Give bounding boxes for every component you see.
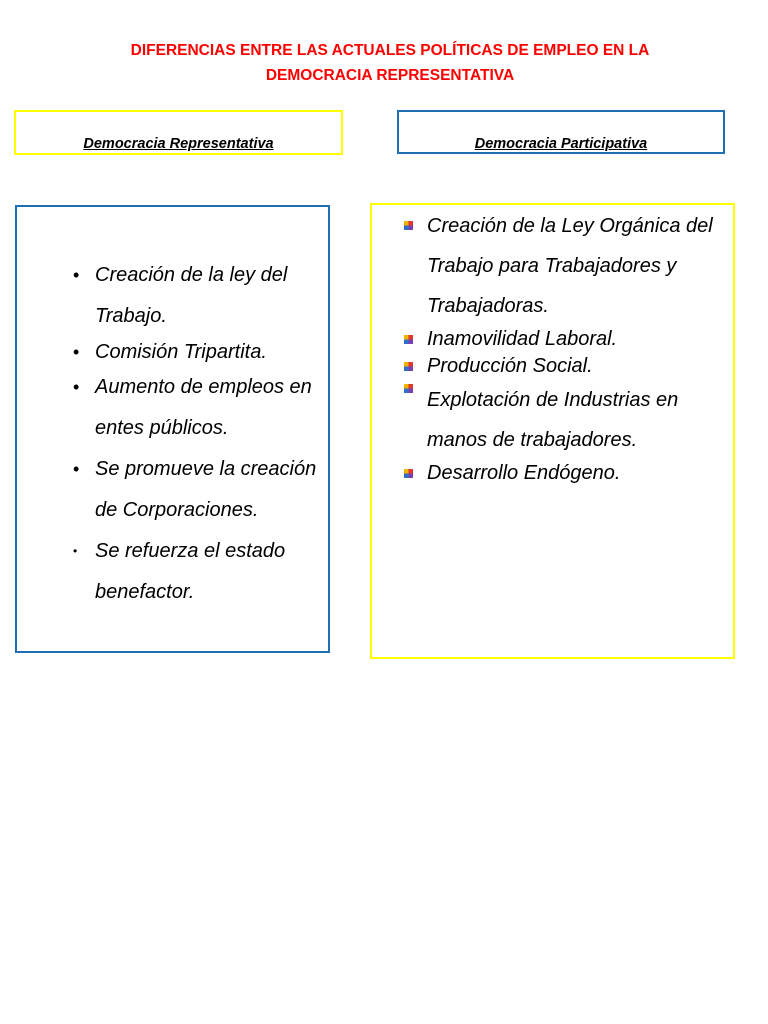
diamond-bullet-icon <box>404 469 413 478</box>
header-label-participativa: Democracia Participativa <box>474 136 648 152</box>
representativa-list <box>73 255 327 613</box>
list-item: • Se refuerza el estado benefactor. <box>95 531 327 613</box>
header-box-participativa <box>397 110 725 154</box>
diamond-bullet-icon <box>404 335 413 344</box>
header-box-representativa <box>14 110 343 155</box>
participativa-list <box>427 206 727 487</box>
bullet-icon: • <box>73 544 78 558</box>
list-item: • Creación de la ley del Trabajo. <box>95 255 327 337</box>
list-item: Creación de la Ley Orgánica del Trabajo para Trabajadores y Trabajadoras. <box>427 206 727 326</box>
representativa-list-box <box>15 205 330 653</box>
participativa-list-box <box>370 203 735 659</box>
list-item: • Comisión Tripartita. <box>95 337 327 367</box>
diamond-bullet-icon <box>404 384 413 393</box>
diamond-bullet-icon <box>404 221 413 230</box>
document-title <box>60 38 720 88</box>
bullet-icon: • <box>73 265 80 285</box>
bullet-icon: • <box>73 377 80 397</box>
bullet-icon: • <box>73 342 80 362</box>
list-item: • Se promueve la creación de Corporaciones. <box>95 449 327 531</box>
header-label-representativa: Democracia Representativa <box>83 136 274 152</box>
list-item: • Aumento de empleos en entes públicos. <box>95 367 327 449</box>
list-item: Explotación de Industrias en manos de trabajadores. <box>427 380 727 460</box>
diamond-bullet-icon <box>404 362 413 371</box>
bullet-icon: • <box>73 459 80 479</box>
list-item: Inamovilidad Laboral. <box>427 326 727 353</box>
list-item: Producción Social. <box>427 353 727 380</box>
title-line-2: DEMOCRACIA REPRESENTATIVA <box>265 67 515 84</box>
title-line-1: DIFERENCIAS ENTRE LAS ACTUALES POLÍTICAS DE EMPLEO EN LA <box>130 42 650 59</box>
list-item: Desarrollo Endógeno. <box>427 460 727 487</box>
